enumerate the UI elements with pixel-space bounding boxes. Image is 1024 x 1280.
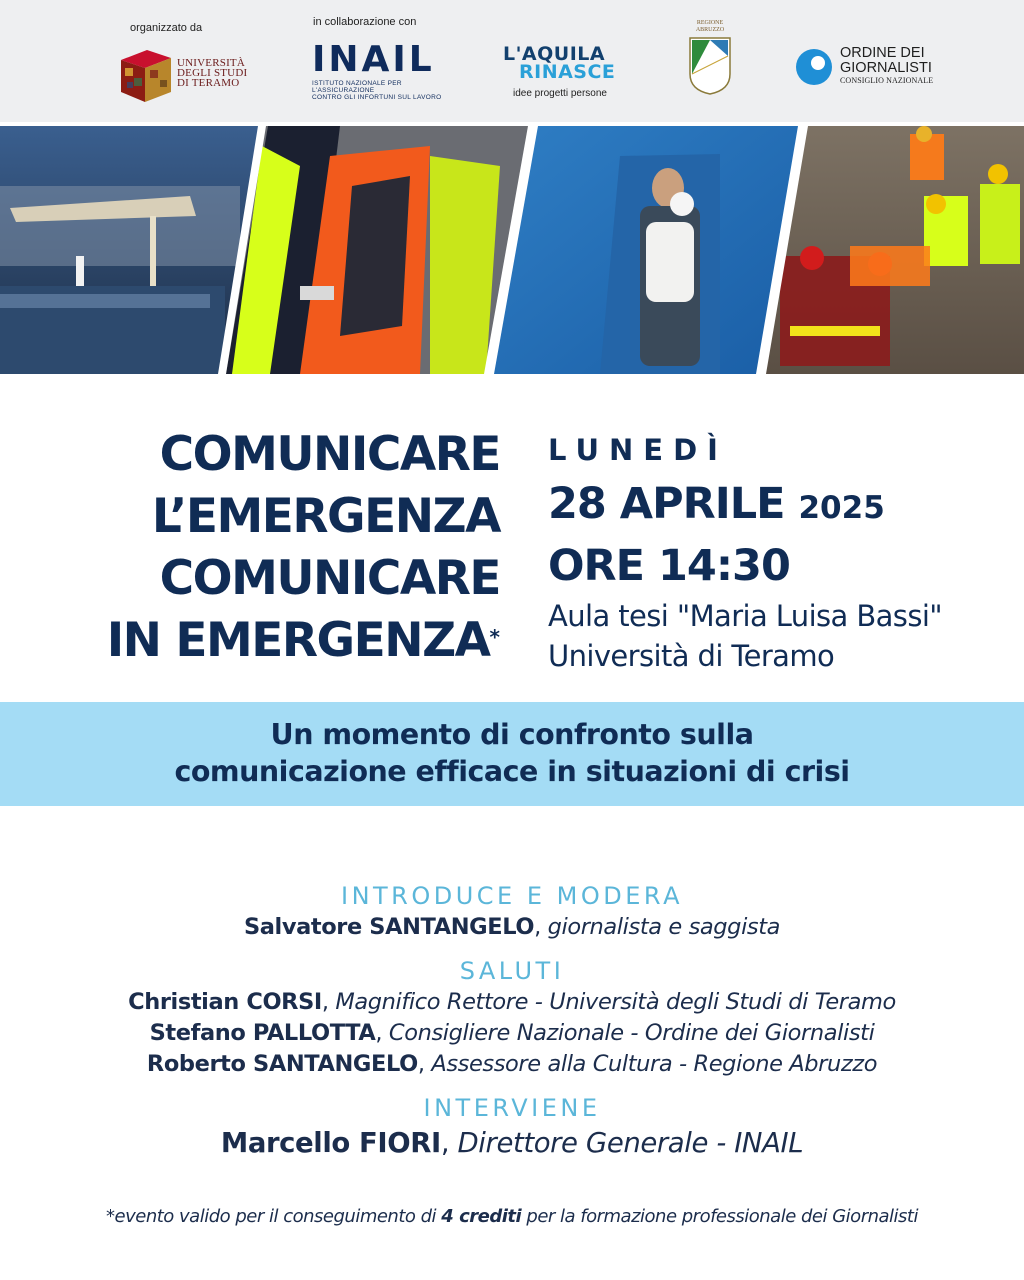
person-name: Marcello FIORI xyxy=(220,1127,441,1159)
greeting-entry: Christian CORSI, Magnifico Rettore - Università degli Studi di Teramo xyxy=(128,989,896,1015)
title-line: COMUNICARE xyxy=(159,551,500,606)
event-venue: Università di Teramo xyxy=(548,639,835,673)
event-weekday: LUNEDÌ xyxy=(548,433,728,467)
university-teramo-logo xyxy=(117,46,267,110)
university-cube-icon xyxy=(117,46,175,106)
credits-footnote xyxy=(0,1206,1024,1227)
person-name: Salvatore SANTANGELO xyxy=(243,914,535,940)
greetings-heading: SALUTI xyxy=(459,957,565,985)
event-date: 28 APRILE xyxy=(548,479,785,529)
title-line: COMUNICARE xyxy=(159,427,500,482)
photo-tent-woman-icon xyxy=(490,126,800,374)
event-program xyxy=(0,880,1024,1162)
inail-logo xyxy=(312,40,452,100)
university-logo-line: UNIVERSITÀ xyxy=(177,57,245,69)
aquila-logo-tagline: idee progetti persone xyxy=(513,88,607,99)
photo-rescue-team-icon xyxy=(764,126,1024,374)
photo-hivis-jackets-icon xyxy=(220,126,530,374)
event-room: Aula tesi "Maria Luisa Bassi" xyxy=(548,599,943,633)
footnote-credits: 4 crediti xyxy=(441,1206,522,1227)
greeting-entry: Roberto SANTANGELO, Assessore alla Cultura - Regione Abruzzo xyxy=(146,1051,878,1077)
title-line: IN EMERGENZA xyxy=(106,613,490,668)
university-logo-line: DEGLI STUDI xyxy=(177,67,248,79)
banner-line: comunicazione efficace in situazioni di crisi xyxy=(174,755,850,788)
regione-abruzzo-logo xyxy=(684,20,736,106)
aquila-rinasce-logo xyxy=(503,45,631,105)
regione-shield-icon xyxy=(684,34,736,96)
person-role: Assessore alla Cultura - Regione Abruzzo xyxy=(431,1051,878,1077)
inail-logo-subtext: ISTITUTO NAZIONALE PER L'ASSICURAZIONE xyxy=(312,80,402,94)
odg-logo-line2: GIORNALISTI xyxy=(840,60,932,76)
greeting-entry: Stefano PALLOTTA, Consigliere Nazionale - Ordine dei Giornalisti xyxy=(149,1020,875,1046)
odg-logo-line3: CONSIGLIO NAZIONALE xyxy=(840,76,934,85)
inail-logo-subtext: CONTRO GLI INFORTUNI SUL LAVORO xyxy=(312,94,442,101)
regione-logo-text: REGIONE xyxy=(696,20,724,26)
footnote-prefix: *evento valido per il conseguimento di xyxy=(106,1206,442,1227)
title-line: L’EMERGENZA xyxy=(151,489,500,544)
person-name: Roberto SANTANGELO xyxy=(146,1051,418,1077)
sponsor-logo-bar xyxy=(0,0,1024,122)
person-name: Christian CORSI xyxy=(128,989,322,1015)
person-name: Stefano PALLOTTA xyxy=(149,1020,376,1046)
aquila-logo-line2: RINASCE xyxy=(519,61,616,83)
photo-square-night-icon xyxy=(0,126,260,374)
person-role: Consigliere Nazionale - Ordine dei Giornalisti xyxy=(388,1020,875,1046)
aquila-logo-line1: L'AQUILA xyxy=(503,43,606,65)
university-logo-line: DI TERAMO xyxy=(177,77,240,89)
collaboration-label: in collaborazione con xyxy=(313,16,417,28)
speaker-entry: Marcello FIORI, Direttore Generale - INAIL xyxy=(220,1127,804,1159)
photo-strip xyxy=(0,126,1024,374)
moderator-entry: Salvatore SANTANGELO, giornalista e saggista xyxy=(243,914,781,940)
odg-circle-icon xyxy=(796,49,832,85)
organized-by-label: organizzato da xyxy=(130,22,203,34)
event-title xyxy=(86,424,500,672)
title-asterisk: * xyxy=(489,625,500,649)
person-role: Direttore Generale - INAIL xyxy=(457,1127,804,1159)
person-role: Magnifico Rettore - Università degli Studi di Teramo xyxy=(335,989,896,1015)
odg-logo-line1: ORDINE DEI xyxy=(840,45,925,61)
inail-logo-word: INAIL xyxy=(312,39,435,80)
subtitle-banner xyxy=(0,702,1024,806)
ordine-giornalisti-logo xyxy=(796,44,956,88)
footnote-suffix: per la formazione professionale dei Giornalisti xyxy=(521,1206,918,1227)
event-year: 2025 xyxy=(798,490,885,526)
person-role: giornalista e saggista xyxy=(547,914,781,940)
speaker-heading: INTERVIENE xyxy=(423,1094,601,1122)
banner-line: Un momento di confronto sulla xyxy=(270,718,754,751)
introduce-heading: INTRODUCE E MODERA xyxy=(340,882,683,910)
regione-logo-text: ABRUZZO xyxy=(695,27,725,33)
event-time: ORE 14:30 xyxy=(548,541,790,591)
event-details xyxy=(548,430,1008,676)
